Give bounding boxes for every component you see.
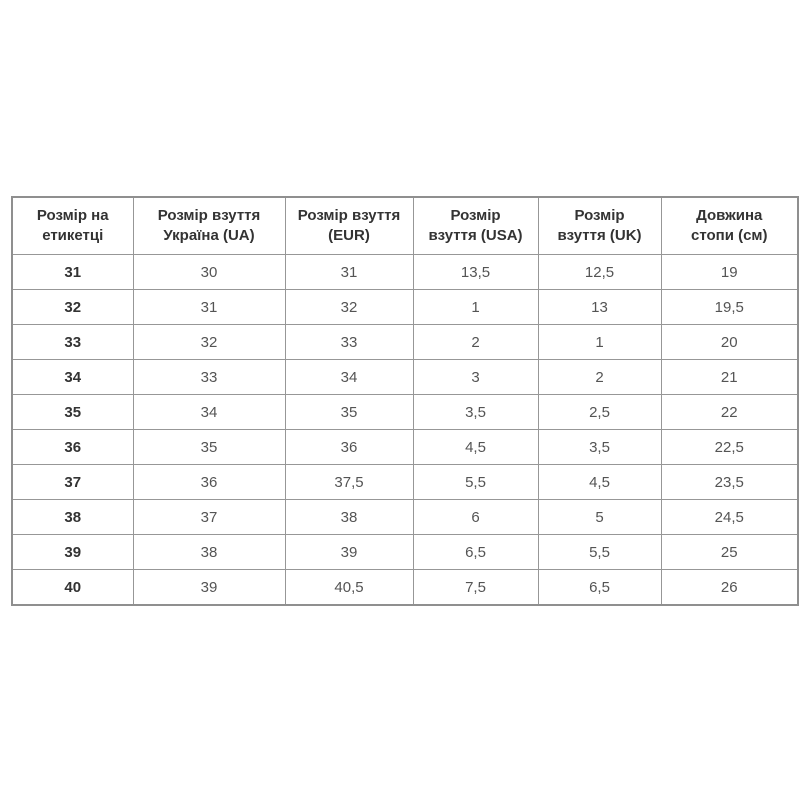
table-cell: 12,5 (538, 255, 661, 290)
column-header-ua-size: Розмір взуття Україна (UA) (133, 197, 285, 255)
table-cell: 34 (133, 395, 285, 430)
column-header-label-size: Розмір на етикетці (12, 197, 133, 255)
table-cell: 3,5 (413, 395, 538, 430)
table-cell: 19 (661, 255, 798, 290)
table-cell: 33 (133, 360, 285, 395)
table-cell: 39 (285, 535, 413, 570)
table-cell: 39 (133, 570, 285, 606)
table-cell: 38 (133, 535, 285, 570)
table-cell: 39 (12, 535, 133, 570)
table-row (12, 255, 798, 290)
table-row (12, 535, 798, 570)
table-cell: 32 (133, 325, 285, 360)
table-cell: 21 (661, 360, 798, 395)
table-cell: 38 (285, 500, 413, 535)
table-cell: 5,5 (413, 465, 538, 500)
table-row (12, 570, 798, 606)
table-row (12, 290, 798, 325)
table-cell: 37 (12, 465, 133, 500)
table-row (12, 395, 798, 430)
table-cell: 4,5 (413, 430, 538, 465)
table-cell: 5,5 (538, 535, 661, 570)
table-cell: 2,5 (538, 395, 661, 430)
table-cell: 20 (661, 325, 798, 360)
table-cell: 2 (413, 325, 538, 360)
table-cell: 33 (12, 325, 133, 360)
table-cell: 2 (538, 360, 661, 395)
table-cell: 37,5 (285, 465, 413, 500)
table-cell: 1 (538, 325, 661, 360)
table-cell: 6,5 (538, 570, 661, 606)
table-cell: 22,5 (661, 430, 798, 465)
table-cell: 6,5 (413, 535, 538, 570)
table-cell: 31 (12, 255, 133, 290)
table-cell: 23,5 (661, 465, 798, 500)
table-cell: 30 (133, 255, 285, 290)
table-cell: 37 (133, 500, 285, 535)
shoe-size-conversion-table (11, 196, 799, 606)
table-cell: 3,5 (538, 430, 661, 465)
table-row (12, 325, 798, 360)
table-cell: 34 (12, 360, 133, 395)
table-row (12, 360, 798, 395)
table-cell: 4,5 (538, 465, 661, 500)
column-header-foot-length: Довжина стопи (см) (661, 197, 798, 255)
table-cell: 32 (285, 290, 413, 325)
table-cell: 13 (538, 290, 661, 325)
column-header-uk-size: Розмір взуття (UK) (538, 197, 661, 255)
table-cell: 40 (12, 570, 133, 606)
table-cell: 7,5 (413, 570, 538, 606)
table-cell: 13,5 (413, 255, 538, 290)
table-cell: 6 (413, 500, 538, 535)
table-cell: 32 (12, 290, 133, 325)
table-cell: 35 (12, 395, 133, 430)
table-cell: 3 (413, 360, 538, 395)
table-row (12, 465, 798, 500)
table-row (12, 430, 798, 465)
table-cell: 34 (285, 360, 413, 395)
table-cell: 19,5 (661, 290, 798, 325)
table-row (12, 500, 798, 535)
column-header-eur-size: Розмір взуття (EUR) (285, 197, 413, 255)
table-cell: 38 (12, 500, 133, 535)
table-cell: 31 (133, 290, 285, 325)
header-row (12, 197, 798, 255)
table-cell: 36 (12, 430, 133, 465)
table-cell: 40,5 (285, 570, 413, 606)
table-cell: 31 (285, 255, 413, 290)
table-cell: 36 (133, 465, 285, 500)
table-cell: 22 (661, 395, 798, 430)
column-header-usa-size: Розмір взуття (USA) (413, 197, 538, 255)
table-cell: 33 (285, 325, 413, 360)
table-cell: 1 (413, 290, 538, 325)
table-cell: 36 (285, 430, 413, 465)
table-cell: 24,5 (661, 500, 798, 535)
table-cell: 35 (133, 430, 285, 465)
table-cell: 26 (661, 570, 798, 606)
table-cell: 25 (661, 535, 798, 570)
size-table-container (11, 196, 799, 606)
table-cell: 35 (285, 395, 413, 430)
table-cell: 5 (538, 500, 661, 535)
